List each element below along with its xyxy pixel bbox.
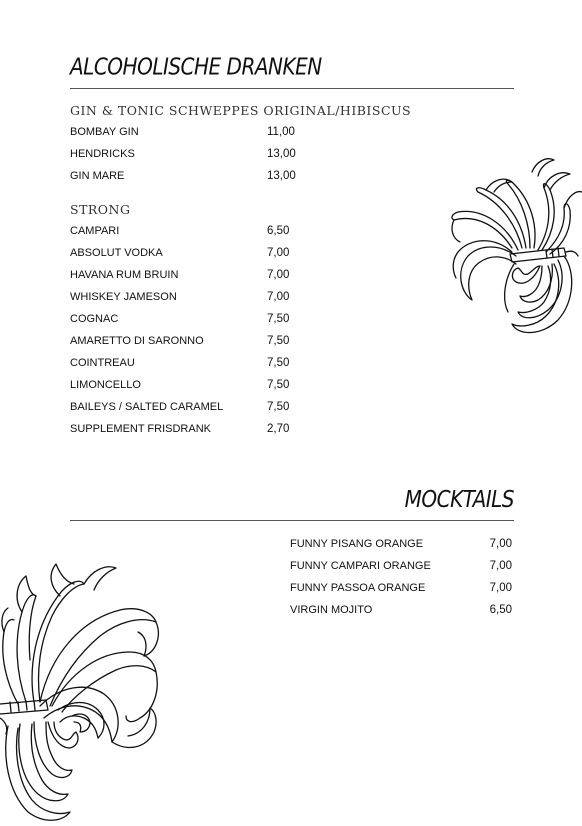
section-divider bbox=[70, 88, 514, 89]
menu-item bbox=[70, 165, 330, 187]
menu-item-name: BOMBAY GIN bbox=[70, 126, 139, 138]
menu-item-price: 7,50 bbox=[267, 335, 290, 347]
menu-item-price: 7,50 bbox=[267, 401, 290, 413]
menu-item bbox=[290, 533, 514, 555]
menu-item-price: 13,00 bbox=[267, 148, 296, 160]
menu-item-name: FUNNY CAMPARI ORANGE bbox=[290, 560, 431, 572]
subsection-title-gin-tonic: GIN & TONIC SCHWEPPES ORIGINAL/HIBISCUS bbox=[70, 103, 412, 118]
menu-item bbox=[70, 330, 330, 352]
acanthus-scroll-icon bbox=[0, 556, 164, 822]
menu-item-name: HAVANA RUM BRUIN bbox=[70, 269, 179, 281]
menu-item bbox=[70, 242, 330, 264]
menu-item-name: HENDRICKS bbox=[70, 148, 135, 160]
menu-item-name: WHISKEY JAMESON bbox=[70, 291, 177, 303]
menu-item-name: CAMPARI bbox=[70, 225, 120, 237]
menu-item-name: ABSOLUT VODKA bbox=[70, 247, 163, 259]
strong-drinks-list bbox=[70, 220, 330, 440]
subsection-title-strong: STRONG bbox=[70, 202, 131, 217]
menu-item-price: 7,00 bbox=[489, 582, 512, 594]
menu-item bbox=[290, 577, 514, 599]
menu-item-name: AMARETTO DI SARONNO bbox=[70, 335, 204, 347]
menu-item-price: 7,00 bbox=[489, 560, 512, 572]
menu-item-name: SUPPLEMENT FRISDRANK bbox=[70, 423, 211, 435]
menu-item bbox=[290, 599, 514, 621]
acanthus-scroll-icon bbox=[446, 152, 582, 340]
menu-item bbox=[70, 418, 330, 440]
menu-item-name: COGNAC bbox=[70, 313, 119, 325]
menu-item-price: 7,00 bbox=[267, 269, 290, 281]
menu-item-name: VIRGIN MOJITO bbox=[290, 604, 373, 616]
menu-item-price: 7,00 bbox=[489, 538, 512, 550]
menu-item bbox=[70, 264, 330, 286]
gin-tonic-list bbox=[70, 121, 330, 187]
menu-item bbox=[70, 121, 330, 143]
menu-item-price: 2,70 bbox=[267, 423, 290, 435]
menu-item bbox=[70, 352, 330, 374]
menu-item-name: COINTREAU bbox=[70, 357, 135, 369]
mocktails-list bbox=[290, 533, 514, 621]
menu-item-name: LIMONCELLO bbox=[70, 379, 141, 391]
menu-item-price: 11,00 bbox=[267, 126, 295, 138]
menu-item-price: 7,50 bbox=[267, 313, 290, 325]
menu-item-price: 6,50 bbox=[267, 225, 290, 237]
menu-item-price: 13,00 bbox=[267, 170, 296, 182]
menu-item bbox=[290, 555, 514, 577]
section-title-alcoholic: ALCOHOLISCHE DRANKEN bbox=[70, 52, 322, 80]
menu-item bbox=[70, 396, 330, 418]
menu-item-name: BAILEYS / SALTED CARAMEL bbox=[70, 401, 224, 413]
menu-item bbox=[70, 286, 330, 308]
menu-item bbox=[70, 220, 330, 242]
menu-item-price: 7,50 bbox=[267, 379, 290, 391]
menu-item bbox=[70, 374, 330, 396]
section-divider bbox=[70, 520, 514, 521]
menu-item-price: 7,00 bbox=[267, 247, 290, 259]
menu-item-price: 7,50 bbox=[267, 357, 290, 369]
menu-item bbox=[70, 143, 330, 165]
menu-item-name: GIN MARE bbox=[70, 170, 125, 182]
menu-item-name: FUNNY PASSOA ORANGE bbox=[290, 582, 426, 594]
menu-item-name: FUNNY PISANG ORANGE bbox=[290, 538, 424, 550]
section-title-mocktails: MOCKTAILS bbox=[404, 485, 514, 513]
menu-item-price: 7,00 bbox=[267, 291, 290, 303]
menu-item bbox=[70, 308, 330, 330]
menu-item-price: 6,50 bbox=[489, 604, 512, 616]
